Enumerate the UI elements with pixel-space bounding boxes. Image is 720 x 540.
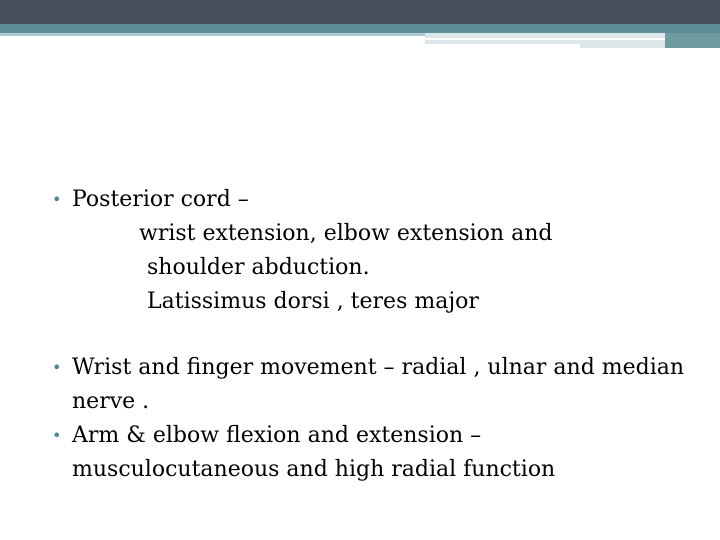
posterior-cord-details <box>52 217 692 319</box>
header-right-line <box>425 44 580 48</box>
bullet-item <box>52 419 692 487</box>
detail-line: shoulder abduction. <box>147 255 370 280</box>
bullet-icon: • <box>52 190 62 209</box>
header-right-accent <box>665 33 720 48</box>
spacer <box>52 319 692 351</box>
header-dark-stripe <box>0 0 720 24</box>
slide-header-band <box>0 0 720 48</box>
bullet-icon: • <box>52 426 62 445</box>
bullet-item <box>52 351 692 419</box>
bullet-icon: • <box>52 358 62 377</box>
detail-line: Latissimus dorsi , teres major <box>147 289 479 314</box>
header-teal-stripe <box>0 24 720 33</box>
detail-line: wrist extension, elbow extension and <box>139 221 553 246</box>
slide-body <box>52 183 692 487</box>
bullet-item-posterior-cord <box>52 183 692 217</box>
bullet-text: Arm & elbow flexion and extension – musculocutaneous and high radial function <box>72 423 556 482</box>
posterior-cord-heading: Posterior cord – <box>72 187 249 212</box>
bullet-text: Wrist and finger movement – radial , ulnar and median nerve . <box>72 355 685 414</box>
header-right-line <box>425 38 665 40</box>
